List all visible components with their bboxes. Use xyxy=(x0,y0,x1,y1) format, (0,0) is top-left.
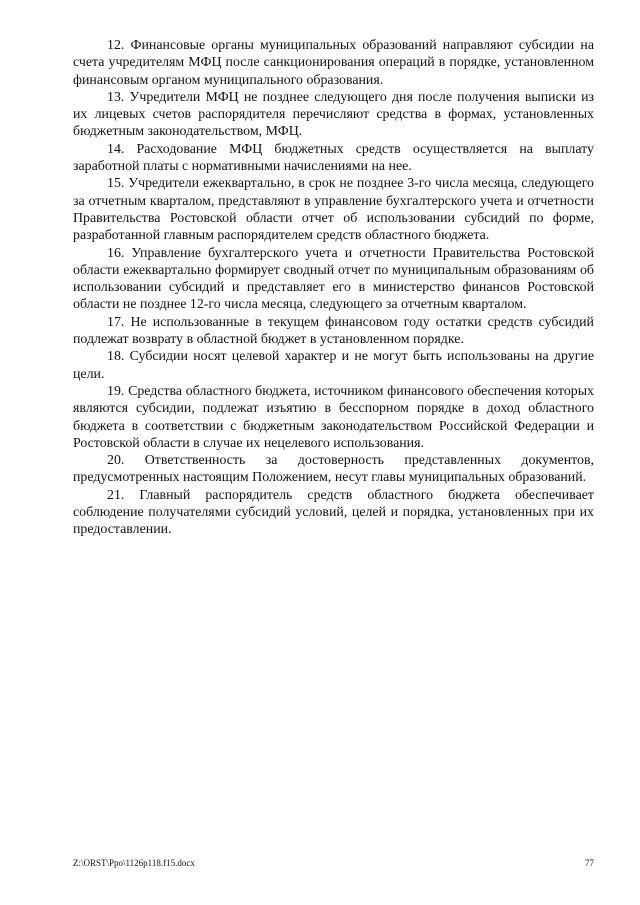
paragraph-21: 21. Главный распорядитель средств областного бюджета обеспечивает соблюдение получателями субсидий условий, целей и порядка, установленных при их предоставлении. xyxy=(73,487,594,538)
paragraph-18: 18. Субсидии носят целевой характер и не могут быть использованы на другие цели. xyxy=(73,349,594,382)
paragraph-16: 16. Управление бухгалтерского учета и отчетности Правительства Ростовской области ежеквартально формирует сводный отчет по муниципальным образованиям об использовании субсидий и представляет его в министерство финансов Ростовской области не позднее 12-го числа месяца, следующего за отчетным кварталом. xyxy=(73,245,594,313)
footer-file-path: Z:\ORST\Ppo\1126p118.f15.docx xyxy=(73,858,195,868)
paragraph-12: 12. Финансовые органы муниципальных образований направляют субсидии на счета учредителям МФЦ после санкционирования операций в порядке, установленном финансовым органом муниципального образования. xyxy=(73,38,594,88)
paragraph-13: 13. Учредители МФЦ не позднее следующего дня после получения выписки из их лицевых счетов распорядителя перечисляют средства в формах, установленных бюджетным законодательством, МФЦ. xyxy=(73,89,594,140)
paragraph-14: 14. Расходование МФЦ бюджетных средств осуществляется на выплату заработной платы с нормативными начислениями на нее. xyxy=(73,141,594,175)
paragraph-17: 17. Не использованные в текущем финансовом году остатки средств субсидий подлежат возврату в областной бюджет в установленном порядке. xyxy=(73,314,594,348)
paragraph-19: 19. Средства областного бюджета, источником финансового обеспечения которых являются субсидии, подлежат изъятию в бесспорном порядке в доход областного бюджета в соответствии с бюджетным законодательством Российской Федерации и Ростовской области в случае их нецелевого использования. xyxy=(73,383,594,451)
page-number: 77 xyxy=(585,858,594,868)
document-body xyxy=(73,37,594,539)
paragraph-15: 15. Учредители ежеквартально, в срок не позднее 3-го числа месяца, следующего за отчетным кварталом, представляют в управление бухгалтерского учета и отчетности Правительства Ростовской области отчет об использовании субсидий по форме, разработанной главным распорядителем средств областного бюджета. xyxy=(73,176,594,244)
paragraph-20: 20. Ответственность за достоверность представленных документов, предусмотренных настоящим Положением, несут главы муниципальных образований. xyxy=(73,453,594,486)
